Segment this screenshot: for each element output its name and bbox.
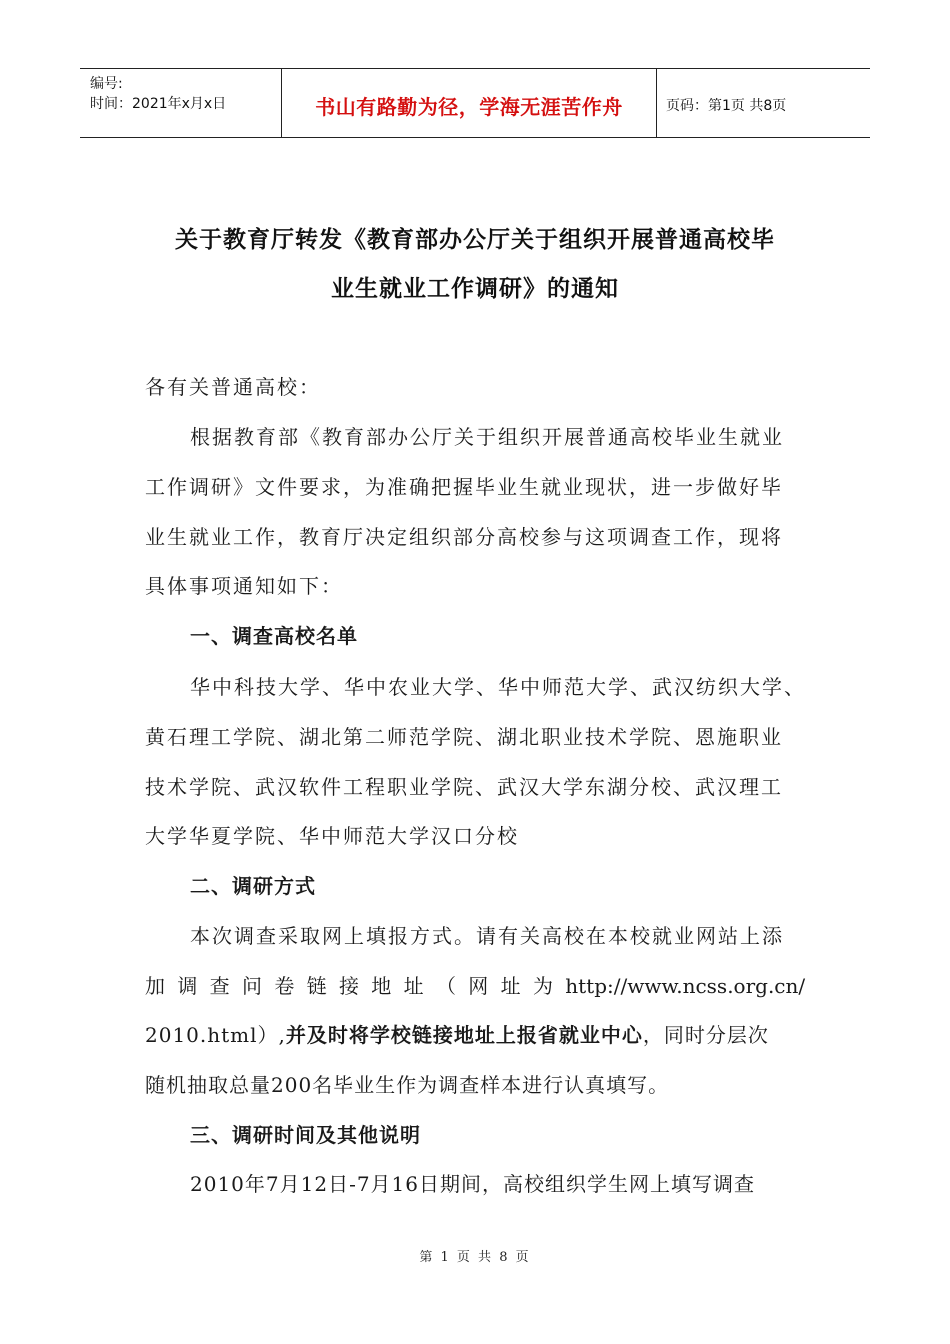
paragraph-line: 业生就业工作，教育厅决定组织部分高校参与这项调查工作，现将 — [145, 525, 783, 549]
document-title-line2: 业生就业工作调研》的通知 — [331, 276, 619, 302]
paragraph-line: 本次调查采取网上填报方式。请有关高校在本校就业网站上添 — [190, 924, 784, 948]
word: 链 — [306, 974, 330, 998]
paragraph-line: 工作调研》文件要求，为准确把握毕业生就业现状，进一步做好毕 — [145, 475, 783, 499]
emphasis-text: 并及时将学校链接地址上报省就业中心 — [285, 1023, 643, 1047]
word: （ — [435, 974, 459, 998]
word: 址 — [500, 974, 524, 998]
header-page-cell — [656, 69, 870, 137]
page-indicator: 页码：第1页 共8页 — [666, 98, 787, 114]
section-heading-1: 一、调查高校名单 — [190, 624, 358, 648]
section-heading-2: 二、调研方式 — [190, 874, 316, 898]
document-date: 时间：2021年x月x日 — [90, 96, 227, 112]
text-segment: ，同时分层次 — [642, 1023, 769, 1047]
section-heading-3: 三、调研时间及其他说明 — [190, 1123, 421, 1147]
paragraph-line — [145, 1019, 805, 1048]
word: 调 — [177, 974, 201, 998]
word: 地 — [371, 974, 395, 998]
paragraph-line: 随机抽取总量200名毕业生作为调查样本进行认真填写。 — [145, 1073, 670, 1097]
word: 为 — [532, 974, 556, 998]
paragraph-line: 大学华夏学院、华中师范大学汉口分校 — [145, 824, 519, 848]
paragraph-line-url — [145, 970, 805, 999]
paragraph-line: 具体事项通知如下： — [145, 574, 343, 598]
paragraph-line: 根据教育部《教育部办公厅关于组织开展普通高校毕业生就业 — [190, 425, 784, 449]
motto: 书山有路勤为径，学海无涯苦作舟 — [315, 95, 623, 119]
salutation: 各有关普通高校： — [145, 375, 321, 399]
paragraph-line: 黄石理工学院、湖北第二师范学院、湖北职业技术学院、恩施职业 — [145, 725, 783, 749]
paragraph-line: 技术学院、武汉软件工程职业学院、武汉大学东湖分校、武汉理工 — [145, 775, 783, 799]
header-motto-cell — [281, 69, 657, 137]
page-footer: 第 1 页 共 8 页 — [419, 1250, 531, 1265]
word: 卷 — [274, 974, 298, 998]
word: 问 — [241, 974, 265, 998]
paragraph-line: 2010年7月12日-7月16日期间，高校组织学生网上填写调查 — [190, 1172, 756, 1196]
document-number: 编号: — [90, 76, 123, 92]
word: 查 — [209, 974, 233, 998]
paragraph-line: 华中科技大学、华中农业大学、华中师范大学、武汉纺织大学、 — [190, 675, 806, 699]
document-header — [80, 68, 870, 138]
document-title-line1: 关于教育厅转发《教育部办公厅关于组织开展普通高校毕 — [175, 227, 775, 253]
header-meta-cell — [80, 69, 280, 137]
word: 加 — [145, 974, 168, 998]
url-text: http://www.ncss.org.cn/ — [565, 974, 806, 998]
word: 网 — [468, 974, 492, 998]
url-suffix: 2010.html）, — [145, 1023, 286, 1047]
word: 接 — [338, 974, 362, 998]
word: 址 — [403, 974, 427, 998]
